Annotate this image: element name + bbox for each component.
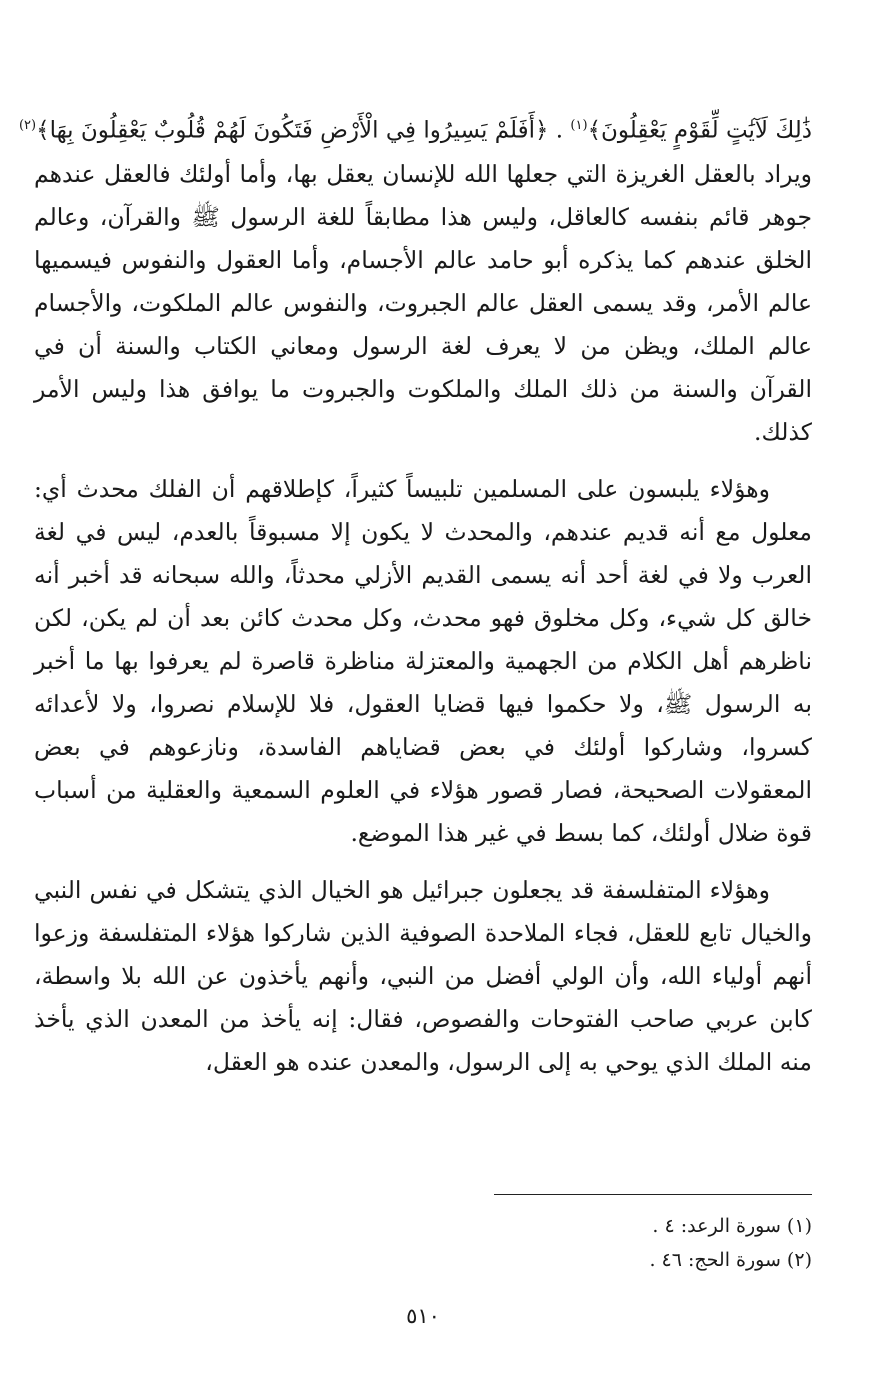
footnote-ref-1[interactable]: (١) (570, 118, 588, 133)
document-page (18, 104, 812, 1364)
footnote-ref-2[interactable]: (٢) (18, 118, 37, 133)
main-text (18, 104, 812, 1084)
footnote-2: (٢) سورة الحج: ٤٦ . (649, 1249, 812, 1271)
paragraph-3: وهؤلاء المتفلسفة قد يجعلون جبرائيل هو الخيال الذي يتشكل في نفس النبي والخيال تابع للعقل، فجاء الملاحدة الصوفية الذين شاركوا هؤلاء المتفلسفة وزعوا أنهم أولياء الله، وأن الولي أفضل من النبي، وأنهم يأخذون عن الله بلا واسطة، كابن عربي صاحب الفتوحات والفصوص، فقال: إنه يأخذ من المعدن الذي يأخذ منه الملك الذي يوحي به إلى الرسول، والمعدن عنده هو العقل، (34, 875, 812, 1076)
paragraph-2: وهؤلاء يلبسون على المسلمين تلبيساً كثيراً، كإطلاقهم أن الفلك محدث أي: معلول مع أنه قديم عندهم، والمحدث لا يكون إلا مسبوقاً بالعدم، ليس في لغة العرب ولا في لغة أحد أنه يسمى القديم الأزلي محدثاً، والله سبحانه قد أخبر أنه خالق كل شيء، وكل مخلوق فهو محدث، وكل محدث كائن بعد أن لم يكن، لكن ناظرهم أهل الكلام من الجهمية والمعتزلة مناظرة قاصرة لم يعرفوا بها ما أخبر به الرسول ﷺ، ولا حكموا فيها قضايا العقول، فلا للإسلام نصروا، ولا لأعدائه كسروا، وشاركوا أولئك في بعض قضاياهم الفاسدة، ونازعوهم في بعض المعقولات الصحيحة، فصار قصور هؤلاء في العلوم السمعية والعقلية من أسباب قوة ضلال أولئك، كما بسط في غير هذا الموضع. (34, 474, 812, 847)
verse-separator: . (548, 117, 571, 144)
page-number: ٥١٠ (406, 1304, 440, 1328)
footnote-1: (١) سورة الرعد: ٤ . (652, 1215, 812, 1237)
quran-verse-a: ذَٰلِكَ لَآيَٰتٍ لِّقَوْمٍ يَعْقِلُونَ﴾ (587, 117, 812, 144)
quran-verse-b: ﴿أَفَلَمْ يَسِيرُوا فِي الْأَرْضِ فَتَكُونَ لَهُمْ قُلُوبٌ يَعْقِلُونَ بِهَا﴾ (36, 117, 549, 144)
footnote-divider (494, 1194, 812, 1195)
paragraph-1: ويراد بالعقل الغريزة التي جعلها الله للإنسان يعقل بها، وأما أولئك فالعقل عندهم جوهر قائم بنفسه كالعاقل، وليس هذا مطابقاً للغة الرسول ﷺ والقرآن، وعالم الخلق عندهم كما يذكره أبو حامد عالم الأجسام، وأما العقول والنفوس فيسميها عالم الأمر، وقد يسمى العقل عالم الجبروت، والنفوس عالم الملكوت، والأجسام عالم الملك، ويظن من لا يعرف لغة الرسول ومعاني الكتاب والسنة أن في القرآن والسنة من ذلك الملك والملكوت والجبروت ما يوافق هذا وليس الأمر كذلك. (34, 159, 812, 446)
footnotes (34, 1209, 812, 1277)
quran-verse-line (18, 104, 812, 153)
